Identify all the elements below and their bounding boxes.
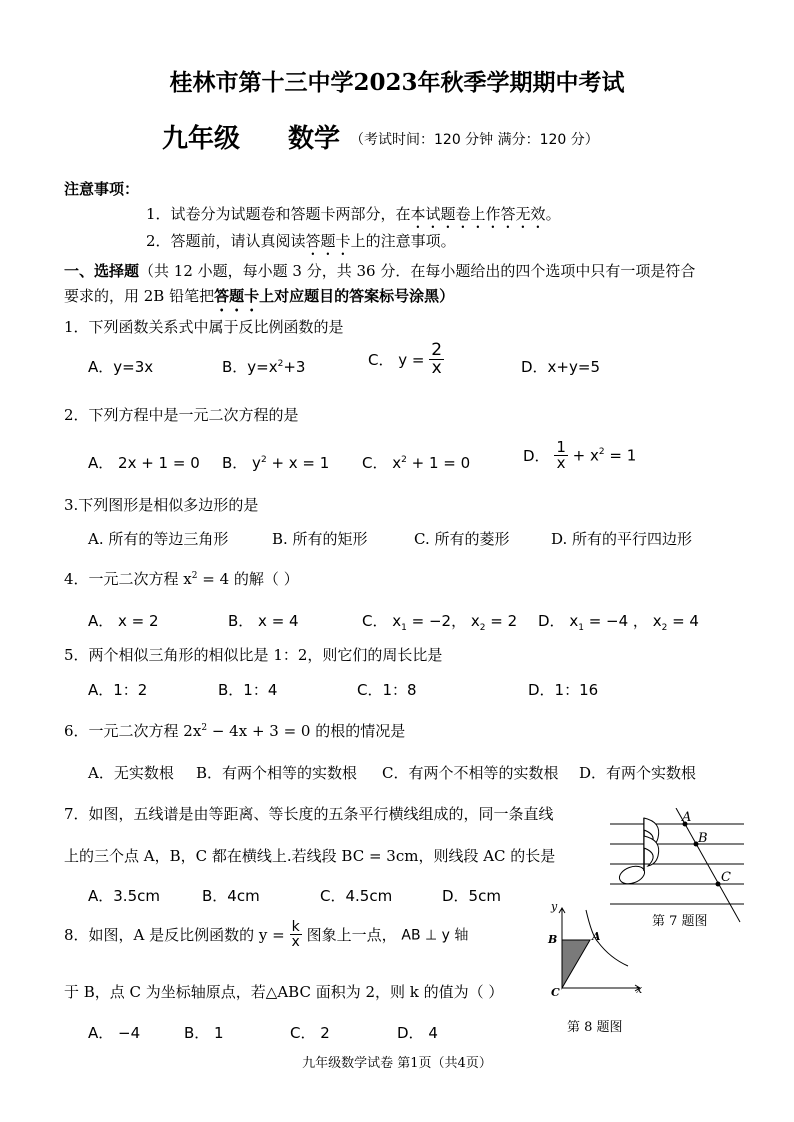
q6-stem-pre: 6．一元二次方程 2x — [64, 722, 202, 740]
notes-item-1-emph: 本试题卷上作答无效 — [410, 205, 546, 223]
q4-c-sub1: 1 — [401, 623, 407, 633]
q5-option-d: D．1：16 — [528, 681, 599, 699]
section1-intro-emph: 答题卡 — [214, 287, 260, 305]
exam-title: 桂林市第十三中学2023年秋季学期期中考试 — [169, 69, 625, 96]
q6-stem — [64, 720, 405, 741]
q1-b-sup: 2 — [277, 359, 284, 369]
q2-c-pre: C． x — [362, 454, 402, 472]
q4-c-mid: = −2， x — [406, 612, 480, 630]
notes-item-2-a: 2．答题前，请认真阅读 — [146, 232, 306, 250]
q4-stem-pre: 4．一元二次方程 x — [64, 570, 192, 588]
q4-d-pre: D． x — [538, 612, 579, 630]
q8-option-b: B． 1 — [184, 1024, 224, 1042]
q2-option-c — [362, 452, 470, 473]
section1-intro-d: 上对应题目的答案标号涂黑） — [259, 287, 455, 305]
q4-d-sub1: 1 — [578, 623, 584, 633]
q2-d-end: = 1 — [604, 446, 637, 465]
q1-stem: 1．下列函数关系式中属于反比例函数的是 — [64, 318, 344, 336]
q8-option-c: C． 2 — [290, 1024, 330, 1042]
q3-option-c: C. 所有的菱形 — [414, 530, 510, 548]
q3-option-a: A. 所有的等边三角形 — [88, 530, 229, 548]
q7-figure-caption: 第 7 题图 — [652, 914, 708, 929]
q1-b-pre: B．y=x — [222, 358, 278, 376]
subject-label: 数学 — [288, 124, 341, 154]
q8-triangle-abc — [562, 940, 590, 988]
q2-stem: 2．下列方程中是一元二次方程的是 — [64, 406, 299, 424]
q1-option-b — [222, 356, 305, 377]
q7-option-b: B．4cm — [202, 887, 260, 905]
q6-stem-post: − 4x + 3 = 0 的根的情况是 — [207, 722, 406, 740]
q2-b-post: + x = 1 — [266, 454, 330, 472]
notes-item-1-a: 1．试卷分为试题卷和答题卡两部分，在 — [146, 205, 411, 223]
q1-option-d: D．x+y=5 — [521, 358, 600, 376]
q2-d-sup: 2 — [598, 447, 605, 457]
q8-fraction — [290, 920, 302, 949]
q8-num: k — [290, 920, 302, 935]
q4-option-c — [362, 610, 517, 633]
section1-heading: 一、选择题 — [64, 262, 140, 280]
q8-stem-tail: AB ⊥ y 轴 — [401, 927, 469, 944]
notes-item-1 — [146, 203, 561, 232]
q8-label-y: y — [551, 900, 558, 913]
q5-option-c: C．1：8 — [357, 681, 417, 699]
q1-c-num: 2 — [431, 340, 443, 360]
q3-stem: 3.下列图形是相似多边形的是 — [64, 496, 259, 514]
q7-option-a: A．3.5cm — [88, 887, 160, 905]
q4-option-d — [538, 610, 699, 633]
q7-option-c: C．4.5cm — [320, 887, 393, 905]
q1-option-a: A．y=3x — [88, 358, 154, 376]
q6-stem-sup: 2 — [201, 723, 208, 733]
notes-item-2-c: 上的注意事项。 — [350, 232, 456, 250]
q3-option-b: B. 所有的矩形 — [272, 530, 368, 548]
q8-option-a: A． −4 — [88, 1024, 141, 1042]
q2-c-sup: 2 — [401, 455, 407, 465]
q4-d-sub2: 2 — [661, 623, 668, 633]
q2-d-pre: D． — [523, 447, 550, 465]
q1-c-fraction — [429, 342, 444, 377]
q4-d-post: = 4 — [667, 612, 699, 630]
section1-line1 — [64, 260, 695, 281]
page-footer: 九年级数学试卷 第1页（共4页） — [302, 1056, 492, 1071]
q4-stem-sup: 2 — [191, 571, 198, 581]
q5-option-b: B．1：4 — [218, 681, 278, 699]
q4-c-pre: C． x — [362, 612, 402, 630]
q5-stem: 5．两个相似三角形的相似比是 1：2，则它们的周长比是 — [64, 646, 443, 664]
q2-d-den: x — [556, 454, 566, 472]
q8-option-d: D． 4 — [397, 1024, 438, 1042]
notes-item-2 — [146, 230, 456, 259]
exam-info: （考试时间：120 分钟 满分：120 分） — [350, 132, 599, 148]
q2-option-d — [523, 440, 636, 471]
q8-stem-post: 图象上一点， — [306, 926, 397, 944]
q3-option-d: D. 所有的平行四边形 — [551, 530, 693, 548]
q1-b-post: +3 — [283, 358, 306, 376]
notes-item-1-c: 。 — [545, 205, 561, 223]
q1-c-pre: C． y = — [368, 351, 425, 369]
q5-option-a: A．1：2 — [88, 681, 148, 699]
q8-stem-line1 — [64, 920, 468, 949]
q7-option-d: D．5cm — [442, 887, 501, 905]
notes-item-2-emph: 答题卡 — [305, 232, 351, 250]
q7-label-c: C — [721, 870, 731, 885]
q2-c-post: + 1 = 0 — [406, 454, 471, 472]
q4-stem — [64, 568, 299, 589]
section1-line2 — [64, 285, 454, 315]
grade-label: 九年级 — [162, 124, 241, 154]
section1-intro-b: 要求的，用 2B 铅笔把 — [64, 287, 215, 305]
q8-stem-line2: 于 B，点 C 为坐标轴原点，若△ABC 面积为 2，则 k 的值为（ ） — [64, 983, 504, 1001]
q4-d-mid: = −4 ， x — [583, 612, 662, 630]
q8-stem-pre: 8．如图，A 是反比例函数的 y = — [64, 926, 285, 944]
q6-option-d: D．有两个实数根 — [579, 764, 697, 782]
q8-label-x: x — [636, 983, 643, 996]
q8-label-b: B — [548, 933, 558, 946]
q7-label-b: B — [698, 831, 708, 846]
q7-stem-line2: 上的三个点 A，B，C 都在横线上.若线段 BC = 3cm，则线段 AC 的长是 — [64, 847, 556, 865]
q1-c-den: x — [431, 358, 442, 378]
q4-c-sub2: 2 — [479, 623, 486, 633]
q7-label-a: A — [682, 810, 692, 825]
q2-d-num: 1 — [556, 438, 566, 456]
q2-option-b — [222, 452, 329, 473]
notes-heading: 注意事项： — [64, 180, 140, 198]
q4-stem-post: = 4 的解（ ） — [197, 570, 299, 588]
q8-label-a: A — [592, 930, 601, 943]
q2-d-fraction — [554, 440, 568, 471]
q6-option-c: C．有两个不相等的实数根 — [382, 764, 559, 782]
q1-option-c — [368, 342, 444, 377]
q8-figure-caption: 第 8 题图 — [567, 1020, 623, 1035]
section1-intro-a: （共 12 小题，每小题 3 分，共 36 分．在每小题给出的四个选项中只有一项是符合 — [139, 262, 696, 280]
q2-option-a: A． 2x + 1 = 0 — [88, 454, 200, 472]
q4-option-a: A． x = 2 — [88, 612, 159, 630]
q8-den: x — [291, 934, 300, 950]
music-note-icon — [617, 818, 659, 887]
q2-b-sup: 2 — [260, 455, 267, 465]
q4-option-b: B． x = 4 — [228, 612, 299, 630]
q4-c-post: = 2 — [485, 612, 518, 630]
q6-option-a: A．无实数根 — [88, 764, 174, 782]
q8-label-c: C — [551, 986, 560, 999]
q2-b-pre: B． y — [222, 454, 261, 472]
q7-point-c — [716, 882, 721, 887]
q2-d-post: + x — [567, 446, 599, 465]
q7-stem-line1: 7．如图，五线谱是由等距离、等长度的五条平行横线组成的，同一条直线 — [64, 805, 554, 823]
q6-option-b: B．有两个相等的实数根 — [196, 764, 358, 782]
